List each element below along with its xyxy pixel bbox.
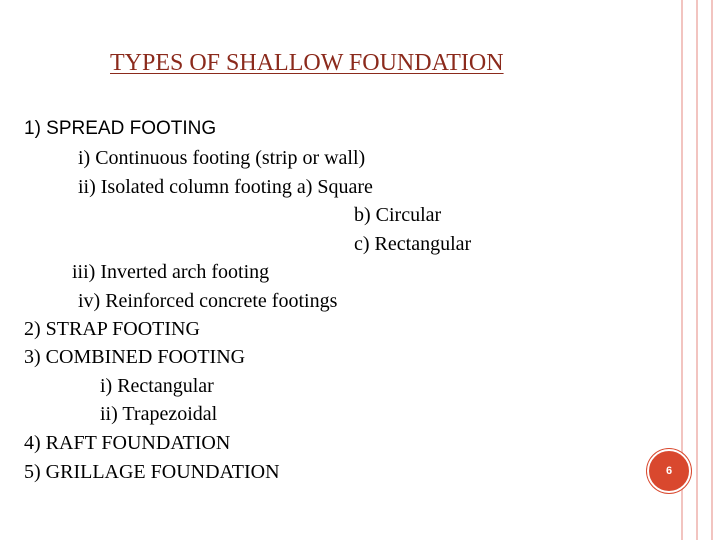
list-item-grillage-foundation: 5) GRILLAGE FOUNDATION bbox=[24, 461, 280, 483]
page-number-badge bbox=[647, 449, 691, 493]
list-item-inverted-arch: iii) Inverted arch footing bbox=[72, 261, 270, 283]
list-item-raft-foundation: 4) RAFT FOUNDATION bbox=[24, 432, 231, 454]
list-item-combined-footing: 3) COMBINED FOOTING bbox=[24, 346, 246, 368]
list-item-trapezoidal: ii) Trapezoidal bbox=[100, 403, 218, 425]
list-item-isolated-column-footing: ii) Isolated column footing a) Square bbox=[78, 176, 373, 198]
list-item-combined-rectangular: i) Rectangular bbox=[100, 375, 214, 397]
list-item-circular: b) Circular bbox=[354, 204, 442, 226]
decorative-rule-3 bbox=[711, 0, 713, 540]
page-number: 6 bbox=[665, 465, 673, 477]
decorative-rule-2 bbox=[696, 0, 698, 540]
list-item-continuous-footing: i) Continuous footing (strip or wall) bbox=[78, 147, 366, 169]
list-item-spread-footing: 1) SPREAD FOOTING bbox=[24, 118, 217, 139]
list-item-strap-footing: 2) STRAP FOOTING bbox=[24, 318, 200, 340]
list-item-rectangular-column: c) Rectangular bbox=[354, 233, 472, 255]
slide-title: TYPES OF SHALLOW FOUNDATION bbox=[110, 50, 504, 76]
list-item-reinforced-concrete: iv) Reinforced concrete footings bbox=[78, 290, 338, 312]
